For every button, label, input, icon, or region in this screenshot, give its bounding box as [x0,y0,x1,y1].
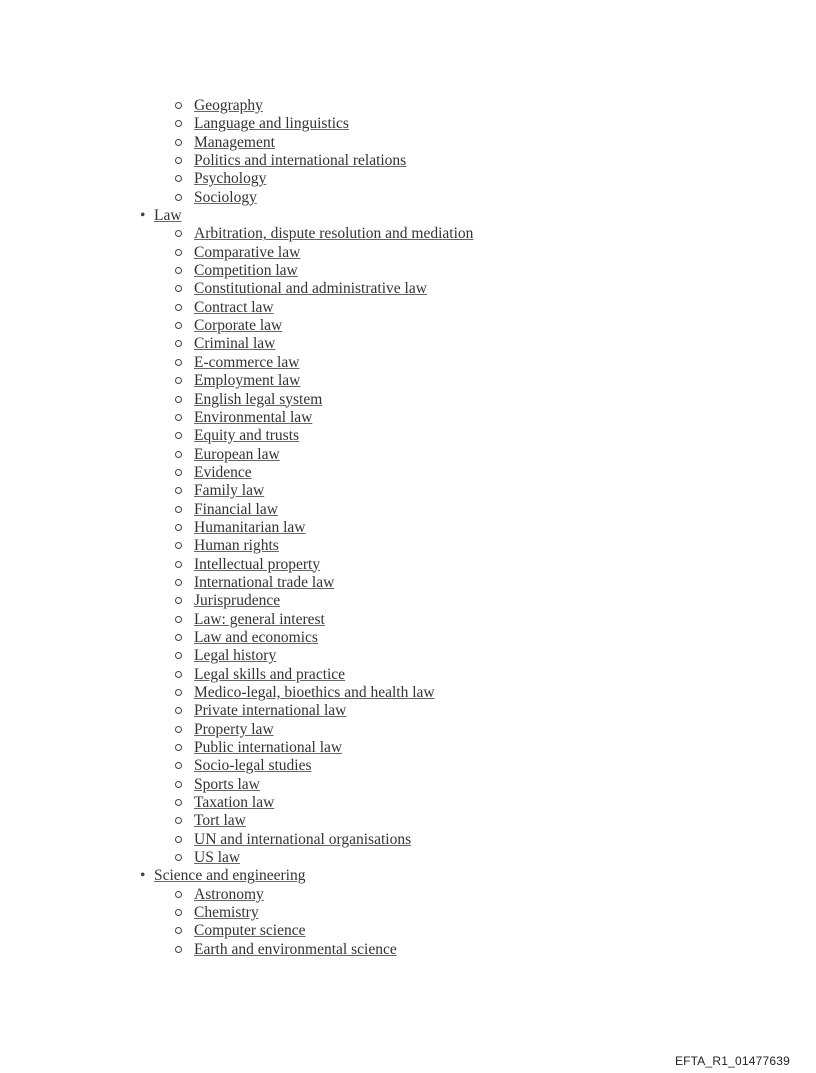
subcategory-link[interactable]: Medico-legal, bioethics and health law [194,684,435,701]
subcategory-link[interactable]: Competition law [194,262,298,280]
circle-bullet-icon [175,267,182,274]
circle-bullet-icon [175,744,182,751]
circle-bullet-icon [175,579,182,586]
list-item [0,592,816,610]
category-continued [0,97,816,207]
circle-bullet-icon [175,927,182,934]
subcategory-link[interactable]: Astronomy [194,885,264,903]
circle-bullet-icon [175,175,182,182]
list-item [0,794,816,812]
subcategory-link[interactable]: Family law [194,482,265,500]
subcategory-link[interactable]: Contract law [194,298,274,316]
list-item [0,721,816,739]
list-item [0,299,816,317]
subcategory-link[interactable]: European law [194,445,280,463]
list-item [0,886,816,904]
circle-bullet-icon [175,120,182,127]
circle-bullet-icon [175,304,182,311]
list-item [0,629,816,647]
subcategory-link[interactable]: Private international law [194,702,347,720]
list-item [0,152,816,170]
list-item [0,170,816,188]
list-item [0,391,816,409]
list-item [0,317,816,335]
subcategory-link[interactable]: Tort law [194,812,246,830]
list-item [0,244,816,262]
category-science-and-engineering [0,867,816,959]
subcategory-link[interactable]: Environmental law [194,408,313,426]
subcategory-link[interactable]: Law and economics [194,628,318,646]
category-row [0,207,816,225]
subcategory-link[interactable]: UN and international organisations [194,830,412,848]
bullet-icon: • [140,207,146,225]
subcategory-link[interactable]: Jurisprudence [194,592,281,610]
subcategory-link[interactable]: Law: general interest [194,610,325,628]
list-item [0,134,816,152]
circle-bullet-icon [175,597,182,604]
subcategory-link[interactable]: Evidence [194,463,252,481]
subcategory-link[interactable]: Psychology [194,170,267,188]
subcategory-link[interactable]: Politics and international relations [194,152,407,170]
subcategory-link[interactable]: Criminal law [194,335,276,353]
list-item [0,262,816,280]
list-item [0,225,816,243]
list-item [0,482,816,500]
list-item [0,446,816,464]
circle-bullet-icon [175,285,182,292]
subject-list [0,97,816,959]
subcategory-link[interactable]: US law [194,849,241,867]
circle-bullet-icon [175,781,182,788]
subcategory-link[interactable]: Legal skills and practice [194,665,346,683]
subcategory-link[interactable]: International trade law [194,573,335,591]
subcategory-link[interactable]: Socio-legal studies [194,757,312,775]
subcategory-link[interactable]: Human rights [194,537,279,555]
subcategory-link[interactable]: Financial law [194,500,278,518]
category-row [0,867,816,885]
subcategory-link[interactable]: Geography [194,97,263,114]
list-item [0,684,816,702]
list-item [0,280,816,298]
subcategory-link[interactable]: Humanitarian law [194,518,306,536]
circle-bullet-icon [175,616,182,623]
list-item [0,776,816,794]
subcategory-link[interactable]: English legal system [194,390,323,408]
circle-bullet-icon [175,817,182,824]
list-item [0,666,816,684]
circle-bullet-icon [175,506,182,513]
circle-bullet-icon [175,561,182,568]
subcategory-link[interactable]: Management [194,133,275,151]
list-item [0,464,816,482]
subcategory-link[interactable]: Property law [194,720,274,738]
circle-bullet-icon [175,487,182,494]
subcategory-link[interactable]: E-commerce law [194,353,300,371]
list-item [0,812,816,830]
circle-bullet-icon [175,909,182,916]
circle-bullet-icon [175,469,182,476]
circle-bullet-icon [175,854,182,861]
top-level-list [0,97,816,959]
circle-bullet-icon [175,891,182,898]
subcategory-list [0,97,816,207]
circle-bullet-icon [175,726,182,733]
category-link[interactable]: Science and engineering [154,867,306,885]
list-item [0,757,816,775]
list-item [0,501,816,519]
circle-bullet-icon [175,451,182,458]
circle-bullet-icon [175,230,182,237]
subcategory-link[interactable]: Comparative law [194,243,301,261]
circle-bullet-icon [175,652,182,659]
circle-bullet-icon [175,396,182,403]
list-item [0,574,816,592]
list-item [0,97,816,115]
bullet-icon: • [140,867,146,885]
list-item [0,611,816,629]
circle-bullet-icon [175,249,182,256]
subcategory-link[interactable]: Public international law [194,739,343,757]
circle-bullet-icon [175,524,182,531]
circle-bullet-icon [175,762,182,769]
subcategory-link[interactable]: Corporate law [194,317,283,335]
subcategory-link[interactable]: Earth and environmental science [194,940,397,958]
list-item [0,941,816,959]
circle-bullet-icon [175,671,182,678]
list-item [0,409,816,427]
category-link[interactable]: Law [154,207,182,225]
circle-bullet-icon [175,689,182,696]
list-item [0,519,816,537]
list-item [0,849,816,867]
circle-bullet-icon [175,340,182,347]
list-item [0,115,816,133]
list-item [0,556,816,574]
subcategory-link[interactable]: Legal history [194,647,277,665]
subcategory-link[interactable]: Sociology [194,188,257,206]
circle-bullet-icon [175,157,182,164]
circle-bullet-icon [175,377,182,384]
subcategory-link[interactable]: Employment law [194,372,301,390]
circle-bullet-icon [175,432,182,439]
subcategory-list [0,225,816,867]
circle-bullet-icon [175,836,182,843]
category-law [0,207,816,867]
list-item [0,427,816,445]
subcategory-link[interactable]: Chemistry [194,904,259,922]
subcategory-list [0,886,816,959]
list-item [0,647,816,665]
circle-bullet-icon [175,194,182,201]
circle-bullet-icon [175,946,182,953]
list-item [0,739,816,757]
list-item [0,189,816,207]
circle-bullet-icon [175,102,182,109]
list-item [0,354,816,372]
subcategory-link[interactable]: Computer science [194,922,306,940]
subcategory-link[interactable]: Sports law [194,775,260,793]
list-item [0,335,816,353]
circle-bullet-icon [175,322,182,329]
list-item [0,831,816,849]
circle-bullet-icon [175,707,182,714]
list-item [0,904,816,922]
subcategory-link[interactable]: Taxation law [194,794,275,812]
subcategory-link[interactable]: Language and linguistics [194,115,349,133]
list-item [0,702,816,720]
circle-bullet-icon [175,359,182,366]
subcategory-link[interactable]: Equity and trusts [194,427,300,445]
circle-bullet-icon [175,634,182,641]
subcategory-link[interactable]: Constitutional and administrative law [194,280,427,298]
list-item [0,922,816,940]
document-id-stamp: EFTA_R1_01477639 [674,1054,790,1068]
circle-bullet-icon [175,414,182,421]
list-item [0,372,816,390]
subcategory-link[interactable]: Arbitration, dispute resolution and mediation [194,225,474,243]
subcategory-link[interactable]: Intellectual property [194,555,321,573]
circle-bullet-icon [175,139,182,146]
list-item [0,537,816,555]
circle-bullet-icon [175,799,182,806]
circle-bullet-icon [175,542,182,549]
